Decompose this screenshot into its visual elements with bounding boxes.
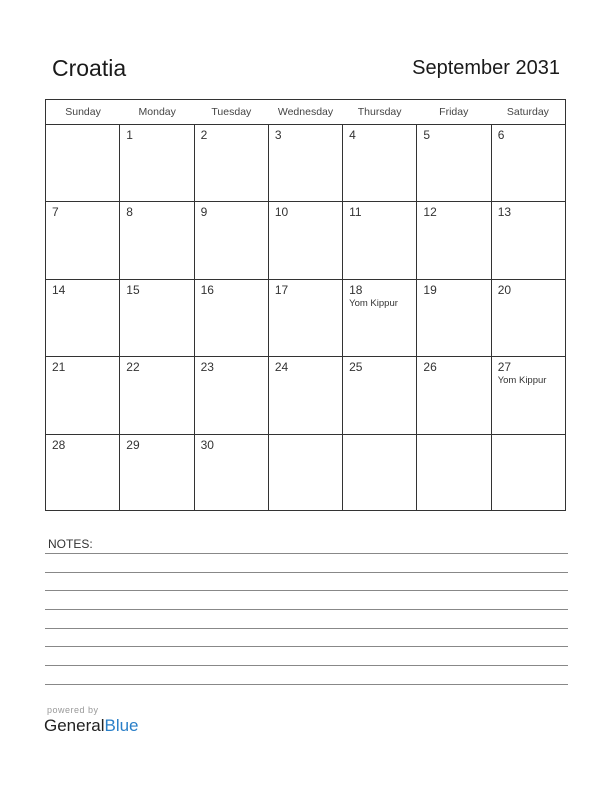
weekday-sunday: Sunday <box>65 106 101 118</box>
calendar-weeks <box>46 125 565 511</box>
holiday-label: Yom Kippur <box>497 375 547 387</box>
day-number: 15 <box>126 282 140 297</box>
note-line <box>45 628 568 629</box>
note-line <box>45 684 568 685</box>
day-number: 11 <box>349 205 362 220</box>
weekday-monday: Monday <box>138 106 176 118</box>
day-cell <box>120 202 194 278</box>
notes-label: NOTES: <box>48 537 93 551</box>
day-number: 27 <box>497 360 512 375</box>
day-cell <box>120 357 194 433</box>
note-line <box>45 590 568 591</box>
day-number: 17 <box>274 282 289 297</box>
note-line <box>45 665 568 666</box>
weekday-thursday: Thursday <box>357 106 402 118</box>
day-cell <box>269 280 343 356</box>
day-cell <box>195 125 269 201</box>
day-cell <box>46 280 120 356</box>
day-number: 4 <box>349 128 356 142</box>
day-cell <box>492 280 565 356</box>
day-cell <box>417 357 491 433</box>
note-line <box>45 646 568 647</box>
month-title: September 2031 <box>412 57 560 79</box>
day-cell <box>46 435 120 511</box>
day-cell <box>417 125 491 201</box>
day-cell <box>195 202 269 278</box>
day-cell <box>417 435 491 511</box>
day-cell <box>492 435 565 511</box>
day-number: 23 <box>200 360 214 375</box>
country-title: Croatia <box>52 55 127 81</box>
day-number: 29 <box>126 437 140 452</box>
day-cell <box>195 280 269 356</box>
day-number: 26 <box>423 360 437 375</box>
day-number: 25 <box>349 360 363 375</box>
day-number: 24 <box>274 360 289 375</box>
day-cell <box>343 357 417 433</box>
day-cell <box>46 357 120 433</box>
week-row <box>46 280 565 357</box>
day-number: 1 <box>126 128 133 142</box>
week-row <box>46 357 565 434</box>
day-number: 10 <box>274 205 289 220</box>
day-cell <box>269 357 343 433</box>
day-number: 3 <box>274 128 282 142</box>
day-number: 22 <box>126 360 140 375</box>
day-number: 28 <box>52 437 66 452</box>
day-cell <box>269 435 343 511</box>
day-cell <box>120 435 194 511</box>
brand-general: General <box>44 716 105 735</box>
day-number: 20 <box>497 282 512 297</box>
day-number: 19 <box>423 282 437 297</box>
day-number: 6 <box>497 128 505 142</box>
powered-by-text: powered by <box>47 705 99 715</box>
day-cell <box>120 125 194 201</box>
note-line <box>45 572 568 573</box>
day-cell <box>492 202 565 278</box>
day-number: 30 <box>200 437 214 452</box>
day-cell <box>195 357 269 433</box>
day-cell <box>46 202 120 278</box>
day-cell <box>343 125 417 201</box>
day-number: 21 <box>52 360 66 375</box>
day-cell <box>492 125 565 201</box>
day-number: 12 <box>423 205 437 220</box>
weekday-friday: Friday <box>439 106 469 118</box>
day-cell <box>417 202 491 278</box>
day-number: 14 <box>52 282 66 297</box>
day-number: 13 <box>497 205 512 220</box>
note-line <box>45 609 568 610</box>
day-cell <box>343 280 417 356</box>
week-row <box>46 202 565 279</box>
day-cell <box>492 357 565 433</box>
day-number: 16 <box>200 282 214 297</box>
note-line <box>45 553 568 554</box>
brand-blue: Blue <box>104 716 139 735</box>
day-number: 8 <box>126 205 133 220</box>
week-row <box>46 435 565 511</box>
day-cell <box>343 435 417 511</box>
day-number: 5 <box>423 128 431 142</box>
day-cell <box>343 202 417 278</box>
generalblue-logo <box>44 716 139 736</box>
weekday-wednesday: Wednesday <box>277 106 334 118</box>
weekday-header <box>46 100 565 125</box>
holiday-label: Yom Kippur <box>349 297 398 309</box>
day-number: 18 <box>349 282 363 297</box>
day-number: 7 <box>52 205 59 220</box>
day-cell <box>417 280 491 356</box>
weekday-tuesday: Tuesday <box>211 106 252 118</box>
weekday-saturday: Saturday <box>506 106 549 118</box>
day-number: 2 <box>200 128 208 142</box>
day-number: 9 <box>200 205 208 220</box>
day-cell <box>120 280 194 356</box>
day-cell <box>269 202 343 278</box>
day-cell <box>46 125 120 201</box>
week-row <box>46 125 565 202</box>
calendar-grid <box>45 99 566 511</box>
day-cell <box>269 125 343 201</box>
day-cell <box>195 435 269 511</box>
